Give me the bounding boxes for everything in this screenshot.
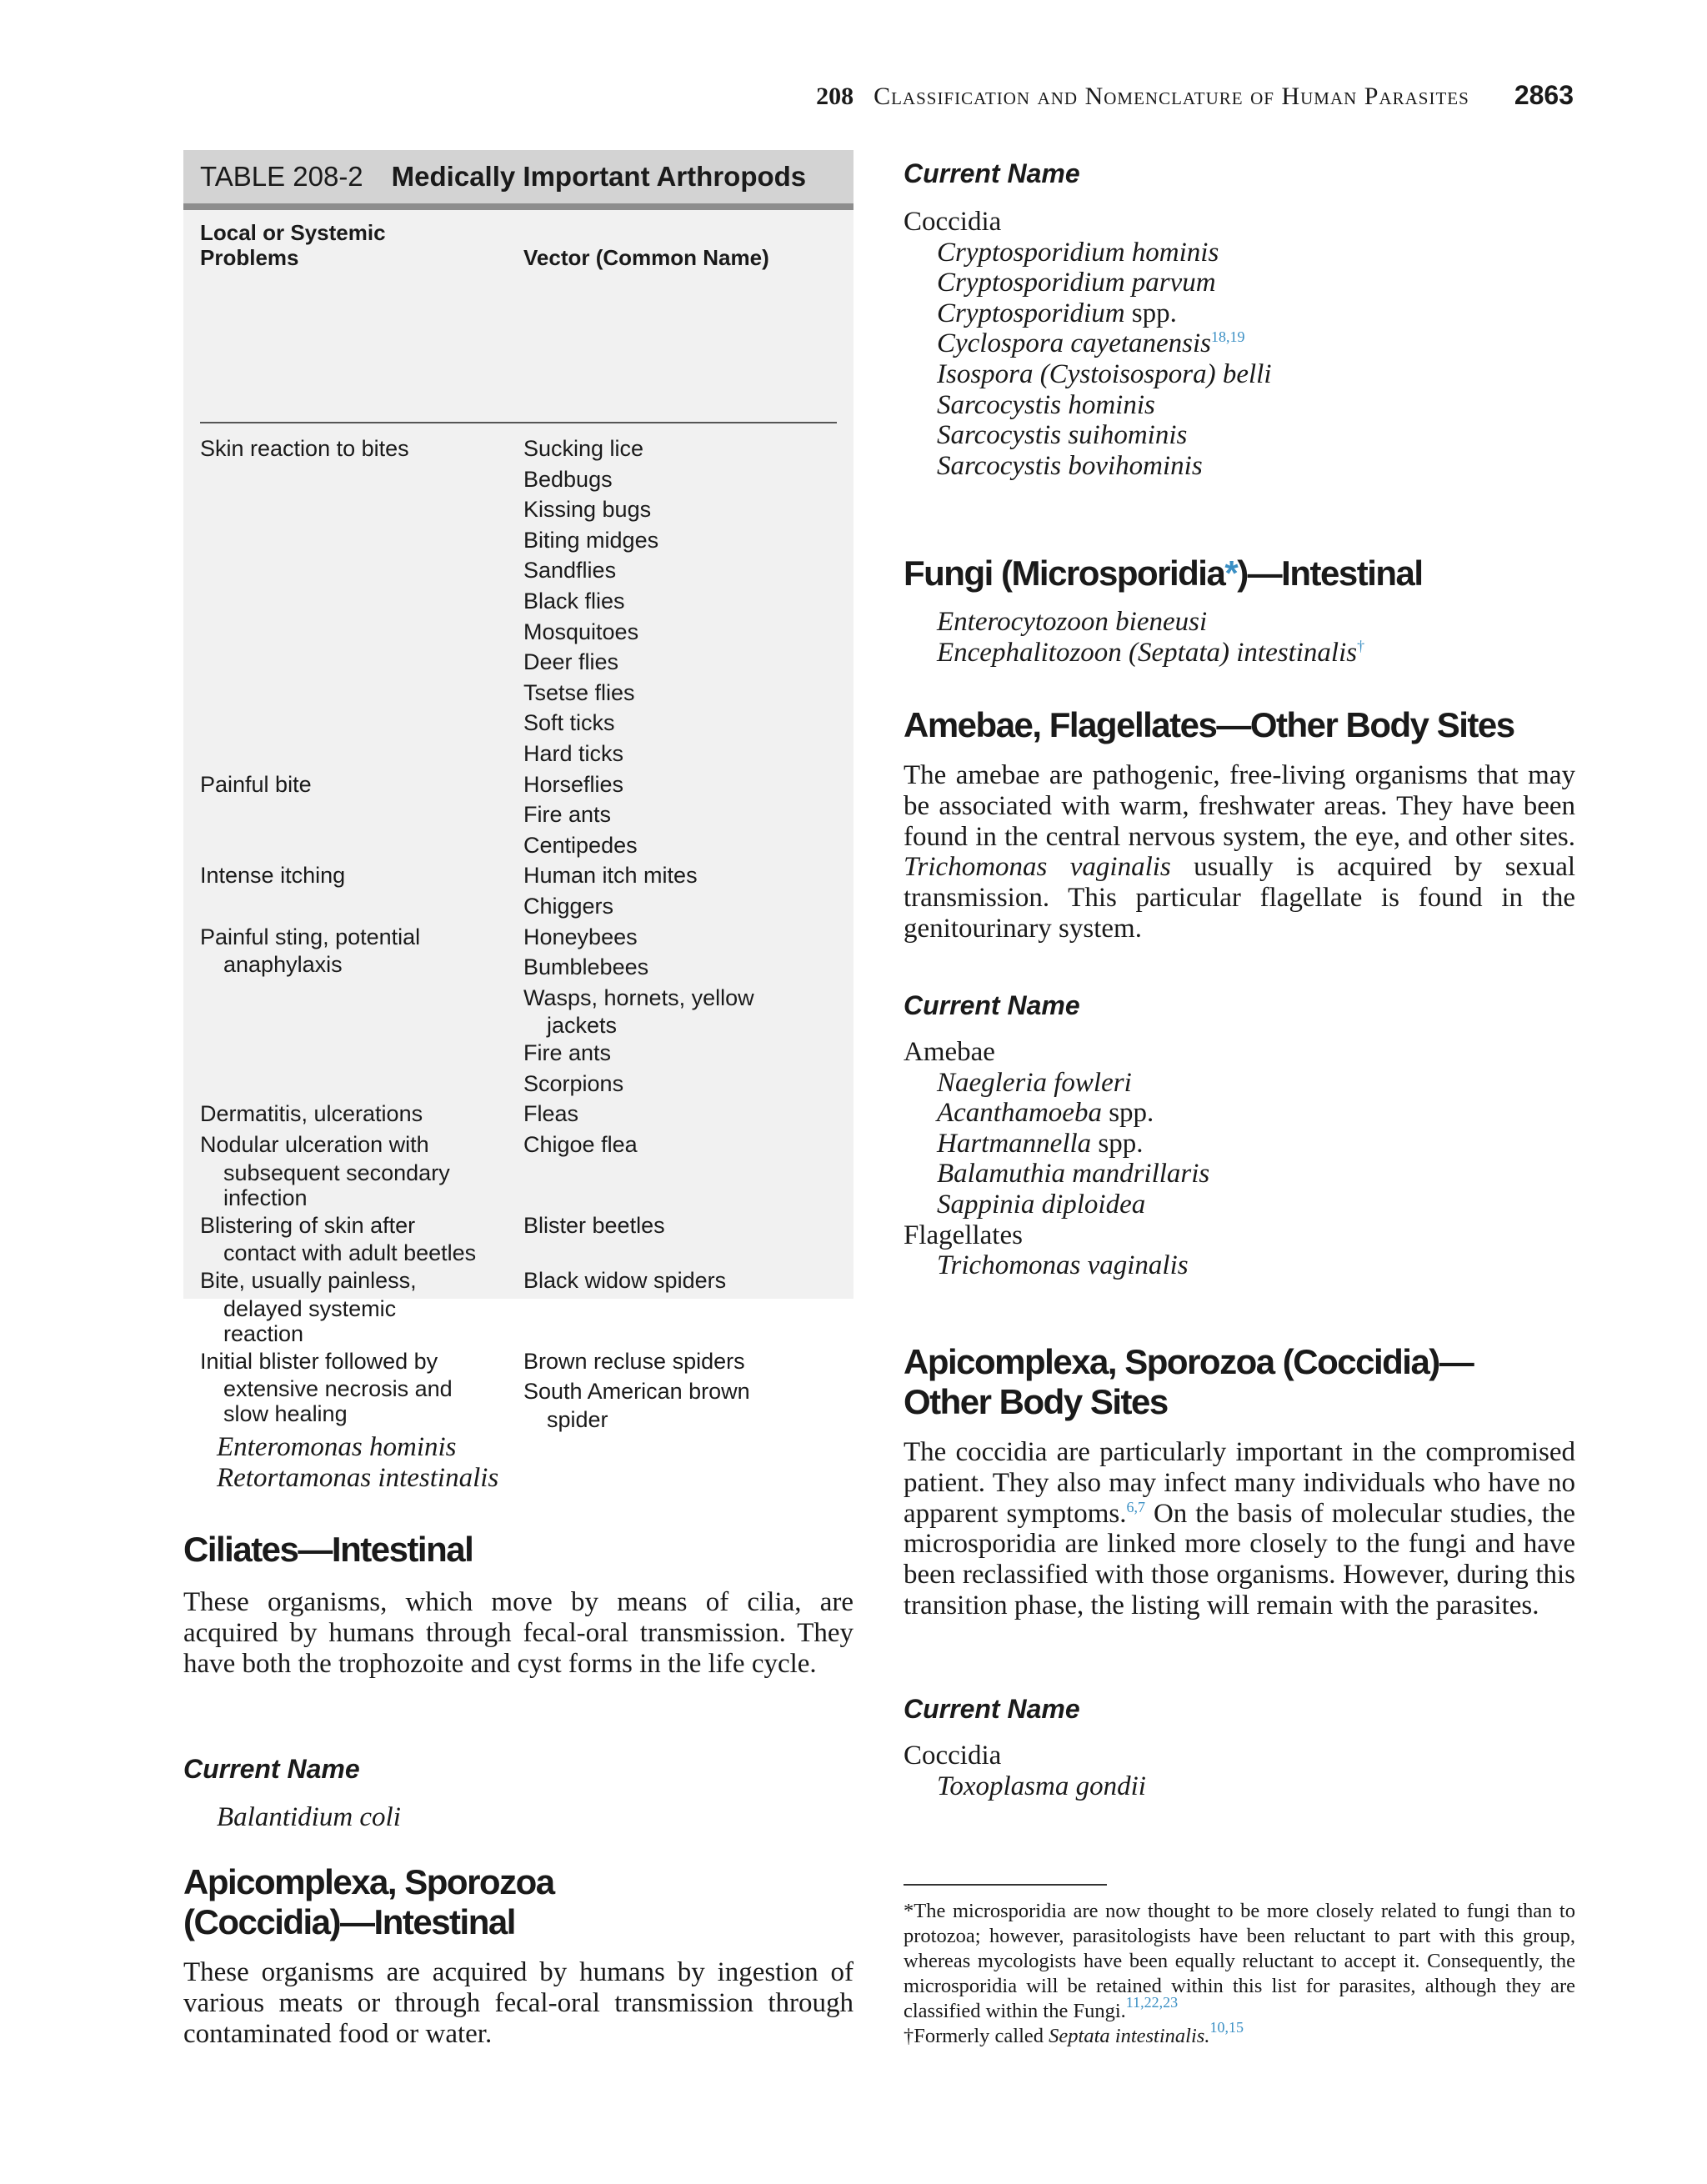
species-name: Sarcocystis suihominis	[937, 420, 1188, 451]
problem-text: Dermatitis, ulcerations	[200, 1101, 423, 1127]
table-body	[183, 433, 854, 1432]
species-trichomonas: Trichomonas vaginalis	[937, 1250, 1189, 1281]
problem-cell	[183, 1265, 507, 1346]
column-header-vector: Vector (Common Name)	[523, 245, 769, 270]
coccidia-species-item	[937, 268, 1575, 298]
vector-text: Human itch mites	[523, 863, 698, 889]
table-column-headers	[183, 210, 854, 278]
coccidia-list	[904, 207, 1575, 481]
problem-cell	[183, 433, 507, 769]
flagellates-label: Flagellates	[904, 1220, 1023, 1250]
problem-text: contact with adult beetles	[223, 1240, 477, 1266]
vector-cell	[507, 1099, 854, 1130]
table-column-rule	[200, 422, 837, 423]
table-row	[183, 1130, 854, 1210]
problem-cell	[183, 1099, 507, 1130]
species-enterocytozoon: Enterocytozoon bieneusi	[937, 607, 1208, 637]
species-name: Cryptosporidium hominis	[937, 237, 1219, 268]
problem-text: infection	[223, 1185, 308, 1210]
vector-text: Blister beetles	[523, 1212, 665, 1238]
carryover-list	[183, 1432, 854, 1494]
problem-cell	[183, 1130, 507, 1210]
species-name: Naegleria fowleri	[937, 1067, 1132, 1098]
species-name: Balamuthia mandrillaris	[937, 1159, 1210, 1190]
species-balantidium: Balantidium coli	[217, 1802, 401, 1832]
vector-cell	[507, 433, 854, 769]
problem-cell	[183, 922, 507, 1100]
species-name: Acanthamoeba	[937, 1098, 1102, 1129]
ref-11-22-23[interactable]: 11,22,23	[1125, 1994, 1179, 2011]
arthropod-table	[183, 150, 854, 1433]
reference-superscript[interactable]: 18,19	[1211, 328, 1245, 346]
apicomplexa-intestinal-body: These organisms are acquired by humans by ingestion of various meats or through fecal-oral transmission through contaminated food or water.	[183, 1957, 854, 2049]
coccidia-species-item	[937, 359, 1575, 390]
chapter-number: 208	[816, 83, 854, 110]
chapter-title: Classification and Nomenclature of Human Parasites	[874, 83, 1469, 110]
amebae-species-item	[937, 1129, 1575, 1160]
problem-text: subsequent secondary	[223, 1160, 450, 1185]
fungi-footnote-marker[interactable]: *	[1224, 554, 1238, 593]
table-row	[183, 1210, 854, 1266]
vector-text: Hard ticks	[523, 740, 624, 766]
vector-text: South American brown	[523, 1379, 750, 1405]
vector-text: Scorpions	[523, 1070, 624, 1096]
toxoplasma-list	[904, 1741, 1575, 1801]
vector-text: Tsetse flies	[523, 679, 635, 705]
apicomplexa-other-heading	[904, 1342, 1575, 1422]
coccidia-current-name-label: Current Name	[904, 158, 1080, 188]
species-name: Sappinia diploidea	[937, 1189, 1146, 1220]
species-name: Isospora (Cystoisospora) belli	[937, 358, 1272, 389]
table-row	[183, 1265, 854, 1346]
coccidia-label-2: Coccidia	[904, 1741, 1002, 1771]
coccidia-species-item	[937, 238, 1575, 268]
apicomplexa-intestinal-heading-line1: Apicomplexa, Sporozoa	[183, 1862, 554, 1901]
vector-text: Horseflies	[523, 771, 624, 797]
vector-text: Biting midges	[523, 527, 659, 553]
amebae-label: Amebae	[904, 1037, 995, 1067]
running-head	[816, 80, 1574, 111]
column-header-problems-line2: Problems	[200, 245, 299, 270]
ciliates-current-name-label: Current Name	[183, 1754, 360, 1784]
vector-cell	[507, 1346, 854, 1432]
apicomplexa-other-heading-line1: Apicomplexa, Sporozoa (Coccidia)—	[904, 1342, 1474, 1381]
problem-text: Intense itching	[200, 863, 346, 889]
problem-cell	[183, 769, 507, 861]
table-number: TABLE 208-2	[200, 161, 363, 192]
footnotes	[904, 1899, 1575, 2049]
vector-cell	[507, 860, 854, 921]
problem-text: Bite, usually painless,	[200, 1268, 417, 1294]
apicomplexa-other-heading-line2: Other Body Sites	[904, 1382, 1168, 1421]
table-row	[183, 1346, 854, 1432]
footnote-septata: †Formerly called Septata intestinalis.$^{10,15}$	[904, 2019, 1244, 2047]
vector-text: spider	[547, 1407, 608, 1433]
coccidia-species-list	[904, 238, 1575, 482]
vector-text: Brown recluse spiders	[523, 1348, 745, 1374]
fungi-species-list	[904, 607, 1609, 668]
amebae-current-name-label: Current Name	[904, 990, 1080, 1020]
apicomplexa-intestinal-heading	[183, 1862, 854, 1942]
problem-text: reaction	[223, 1320, 304, 1346]
page-number: 2863	[1514, 80, 1574, 110]
vector-cell	[507, 1210, 854, 1266]
amebae-species-item	[937, 1190, 1575, 1220]
vector-cell	[507, 769, 854, 861]
species-name: Sarcocystis hominis	[937, 389, 1155, 420]
amebae-species-list	[904, 1068, 1575, 1220]
table-title: Medically Important Arthropods	[391, 161, 807, 192]
species-suffix: spp.	[1101, 1098, 1154, 1129]
amebae-body: The amebae are pathogenic, free-living organisms that may be associated with warm, freshwater areas. They have been found in the central nervous system, the eye, and other sites. Trichomonas vaginalis usually is acquired by sexual transmission. This particular flagellate is found in the genitourinary system.	[904, 760, 1576, 944]
column-header-problems-line1: Local or Systemic	[200, 220, 386, 245]
species-name: Cyclospora cayetanensis	[937, 328, 1212, 359]
footnote-dagger-marker[interactable]: †	[1357, 637, 1365, 654]
coccidia-species-item	[937, 420, 1575, 451]
vector-text: Honeybees	[523, 924, 638, 949]
problem-text: extensive necrosis and	[223, 1376, 453, 1402]
species-retortamonas: Retortamonas intestinalis	[217, 1463, 499, 1493]
species-toxoplasma: Toxoplasma gondii	[937, 1771, 1146, 1801]
table-row	[183, 769, 854, 861]
coccidia-species-item	[937, 451, 1575, 482]
vector-cell	[507, 1265, 854, 1346]
vector-text: Kissing bugs	[523, 497, 652, 523]
footnote-microsporidia: *The microsporidia are now thought to be more closely related to fungi than to protozoa; however, parasitologists have been reluctant to part with this group, whereas mycologists have been equally reluctant to accept it. Consequently, the microsporidia will be retained within this list for parasites, although they are classified within the Fungi.$^{11,22,23}$	[904, 1900, 1575, 2022]
table-row	[183, 860, 854, 921]
vector-text: Fleas	[523, 1101, 579, 1127]
vector-cell	[507, 922, 854, 1100]
column-header-problems	[200, 220, 500, 270]
table-row	[183, 922, 854, 1100]
vector-cell	[507, 1130, 854, 1210]
fungi-heading	[904, 554, 1575, 594]
problem-cell	[183, 1346, 507, 1432]
fungi-heading-pre: Fungi (Microsporidia	[904, 554, 1225, 593]
amebae-species-item	[937, 1098, 1575, 1129]
problem-text: delayed systemic	[223, 1295, 397, 1321]
coccidia-species-item	[937, 298, 1575, 329]
ciliates-body: These organisms, which move by means of cilia, are acquired by humans through fecal-oral transmission. They have both the trophozoite and cyst forms in the life cycle.	[183, 1587, 854, 1679]
vector-text: Deer flies	[523, 649, 619, 675]
amebae-species-item	[937, 1068, 1575, 1099]
vector-text: Soft ticks	[523, 710, 615, 736]
species-suffix: spp.	[1124, 298, 1177, 328]
species-suffix: spp.	[1091, 1128, 1144, 1159]
vector-text: Sucking lice	[523, 436, 644, 461]
problem-cell	[183, 1210, 507, 1266]
species-name: Cryptosporidium	[937, 298, 1125, 328]
species-enteromonas: Enteromonas hominis	[217, 1432, 457, 1462]
amebae-heading: Amebae, Flagellates—Other Body Sites	[904, 705, 1514, 744]
footnote-rule	[904, 1884, 1107, 1886]
vector-text: Sandflies	[523, 558, 617, 584]
apicomplexa-intestinal-heading-line2: (Coccidia)—Intestinal	[183, 1902, 515, 1941]
vector-text: Chigoe flea	[523, 1132, 638, 1158]
species-name: Cryptosporidium parvum	[937, 268, 1216, 298]
toxoplasma-current-name-label: Current Name	[904, 1694, 1080, 1724]
species-encephalitozoon: Encephalitozoon (Septata) intestinalis†	[937, 637, 1365, 668]
vector-text: Centipedes	[523, 832, 638, 858]
problem-text: Painful bite	[200, 771, 312, 797]
vector-text: Wasps, hornets, yellow	[523, 984, 754, 1010]
vector-text: Black widow spiders	[523, 1268, 727, 1294]
vector-text: Bedbugs	[523, 466, 613, 492]
table-row	[183, 1099, 854, 1130]
amebae-list	[904, 1037, 1575, 1281]
table-header-rule	[183, 203, 854, 210]
ciliates-heading	[183, 1530, 854, 1570]
problem-text: slow healing	[223, 1401, 348, 1427]
vector-text: Chiggers	[523, 893, 614, 919]
ciliates-heading-text: Ciliates—Intestinal	[183, 1530, 473, 1569]
table-row	[183, 433, 854, 769]
vector-text: jackets	[547, 1013, 618, 1039]
species-name: Hartmannella	[937, 1128, 1092, 1159]
species-name: Sarcocystis bovihominis	[937, 450, 1203, 481]
coccidia-label: Coccidia	[904, 207, 1002, 237]
problem-text: Nodular ulceration with	[200, 1132, 429, 1158]
problem-cell	[183, 860, 507, 921]
fungi-heading-post: )—Intestinal	[1237, 554, 1423, 593]
problem-text: Blistering of skin after	[200, 1212, 416, 1238]
apicomplexa-other-body: The coccidia are particularly important in the compromised patient. They also may infect many individuals who have no apparent symptoms.$^{6,7}$ On the basis of molecular studies, the microsporidia are linked more closely to the fungi and have been reclassified with those organisms. However, during this transition phase, the listing will remain with the parasites.	[904, 1437, 1576, 1620]
problem-text: Initial blister followed by	[200, 1348, 438, 1374]
problem-text: anaphylaxis	[223, 952, 343, 978]
ref-6-7[interactable]: 6,7	[1126, 1498, 1145, 1515]
vector-text: Bumblebees	[523, 954, 649, 980]
problem-text: Skin reaction to bites	[200, 436, 409, 461]
amebae-species-item	[937, 1159, 1575, 1190]
coccidia-species-item	[937, 328, 1575, 359]
problem-text: Painful sting, potential	[200, 924, 421, 949]
coccidia-species-item	[937, 390, 1575, 421]
vector-text: Fire ants	[523, 1040, 612, 1066]
vector-text: Mosquitoes	[523, 619, 639, 644]
vector-text: Fire ants	[523, 802, 612, 828]
vector-text: Black flies	[523, 588, 625, 614]
ref-10-15[interactable]: 10,15	[1209, 2019, 1244, 2036]
table-header	[183, 150, 854, 203]
